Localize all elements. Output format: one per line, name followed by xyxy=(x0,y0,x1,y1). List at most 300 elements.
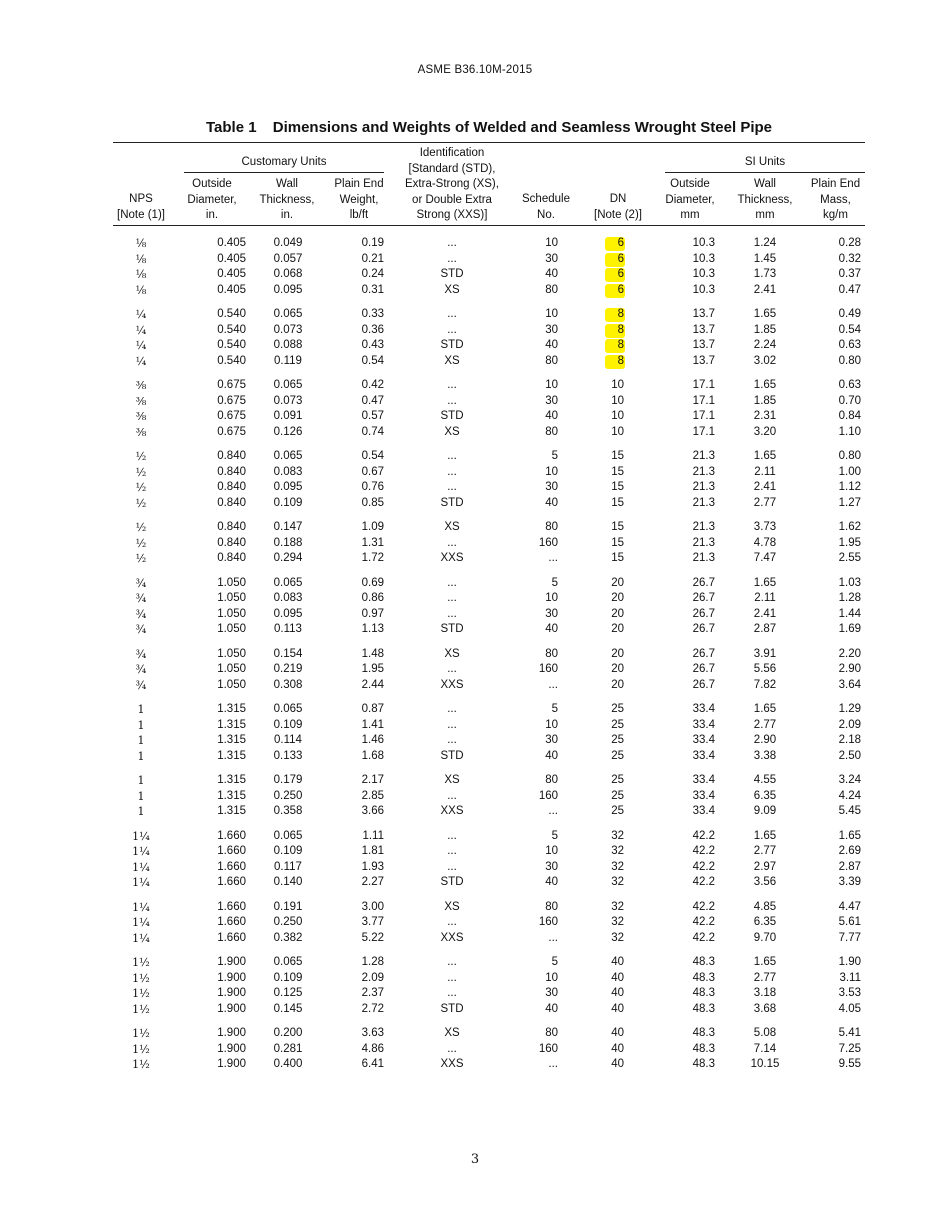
cell-outside-diameter-in: 0.840 xyxy=(217,536,246,549)
cell-wall-thickness-in: 0.065 xyxy=(273,308,303,320)
cell-wall-thickness-in: 0.191 xyxy=(273,900,303,913)
cell-wall-thickness-mm: 1.24 xyxy=(753,237,777,249)
cell-nps: 1¼ xyxy=(132,829,150,843)
cell-identification: ... xyxy=(447,379,457,391)
cell-plain-end-weight: 0.42 xyxy=(361,379,384,391)
cell-dn: 20 xyxy=(611,678,624,691)
cell-plain-end-weight: 3.63 xyxy=(361,1027,384,1039)
cell-wall-thickness-mm: 2.41 xyxy=(753,607,777,620)
cell-schedule: 40 xyxy=(545,876,558,888)
table-row xyxy=(0,536,950,552)
cell-plain-end-mass: 1.10 xyxy=(838,425,861,438)
cell-nps: ½ xyxy=(135,481,147,494)
cell-outside-diameter-in: 0.405 xyxy=(217,268,246,280)
cell-nps: ⅛ xyxy=(135,252,147,266)
cell-dn: 8 xyxy=(617,323,624,336)
cell-plain-end-mass: 1.00 xyxy=(838,465,861,478)
cell-outside-diameter-in: 1.660 xyxy=(217,900,246,913)
cell-outside-diameter-in: 0.840 xyxy=(217,465,246,478)
cell-plain-end-weight: 1.68 xyxy=(361,749,384,762)
cell-outside-diameter-mm: 26.7 xyxy=(692,623,715,635)
cell-wall-thickness-mm: 4.55 xyxy=(753,774,777,786)
cell-wall-thickness-in: 0.382 xyxy=(273,931,303,944)
cell-outside-diameter-mm: 33.4 xyxy=(692,734,715,746)
cell-plain-end-weight: 0.36 xyxy=(361,323,384,336)
cell-nps: ¾ xyxy=(135,663,147,676)
cell-dn: 8 xyxy=(617,354,624,367)
cell-nps: ¼ xyxy=(135,339,147,352)
cell-wall-thickness-in: 0.125 xyxy=(273,987,303,999)
cell-wall-thickness-mm: 1.65 xyxy=(753,956,777,968)
cell-schedule: 80 xyxy=(545,1027,558,1039)
cell-outside-diameter-in: 0.540 xyxy=(217,323,246,336)
cell-outside-diameter-mm: 26.7 xyxy=(692,592,715,604)
cell-outside-diameter-mm: 26.7 xyxy=(692,663,715,675)
cell-plain-end-weight: 0.67 xyxy=(361,465,384,478)
cell-schedule: ... xyxy=(548,678,558,691)
cell-schedule: ... xyxy=(548,805,558,817)
cell-dn: 40 xyxy=(611,987,624,999)
cell-outside-diameter-in: 1.315 xyxy=(217,789,246,802)
row-group xyxy=(0,702,950,764)
cell-outside-diameter-in: 1.050 xyxy=(217,576,246,589)
cell-plain-end-weight: 0.43 xyxy=(361,339,384,351)
cell-dn: 25 xyxy=(611,718,624,731)
cell-outside-diameter-in: 1.050 xyxy=(217,623,246,635)
cell-outside-diameter-in: 1.315 xyxy=(217,718,246,731)
cell-plain-end-mass: 2.90 xyxy=(838,663,861,675)
table-row xyxy=(0,1026,950,1042)
cell-nps: ¼ xyxy=(135,308,147,321)
cell-identification: XXS xyxy=(440,805,464,817)
cell-outside-diameter-mm: 42.2 xyxy=(692,829,715,842)
table-row xyxy=(0,1002,950,1018)
cell-plain-end-mass: 0.63 xyxy=(838,379,861,391)
cell-outside-diameter-in: 0.840 xyxy=(217,450,246,462)
cell-outside-diameter-mm: 48.3 xyxy=(692,1002,715,1015)
cell-dn: 10 xyxy=(611,425,624,438)
cell-plain-end-weight: 0.76 xyxy=(361,481,384,493)
cell-wall-thickness-mm: 2.97 xyxy=(753,860,777,873)
cell-identification: ... xyxy=(447,394,457,407)
header-bottom-rule xyxy=(113,225,865,226)
cell-wall-thickness-in: 0.073 xyxy=(273,323,303,336)
cell-wall-thickness-in: 0.083 xyxy=(273,465,303,478)
table-row xyxy=(0,480,950,496)
cell-nps: ⅜ xyxy=(135,425,147,439)
cell-wall-thickness-mm: 3.20 xyxy=(753,425,777,438)
cell-identification: ... xyxy=(447,789,457,802)
cell-schedule: 160 xyxy=(538,789,558,802)
cell-outside-diameter-mm: 26.7 xyxy=(692,576,715,589)
cell-identification: ... xyxy=(447,829,457,842)
cell-identification: STD xyxy=(440,749,464,762)
cell-schedule: 30 xyxy=(545,394,558,407)
cell-outside-diameter-in: 1.315 xyxy=(217,703,246,715)
cell-wall-thickness-in: 0.113 xyxy=(274,623,302,635)
cell-plain-end-mass: 3.24 xyxy=(838,774,861,786)
table-title-text: Dimensions and Weights of Welded and Seamless Wrought Steel Pipe xyxy=(272,119,772,136)
cell-dn: 32 xyxy=(611,876,624,888)
cell-wall-thickness-in: 0.250 xyxy=(273,789,303,802)
cell-outside-diameter-in: 0.405 xyxy=(217,237,246,249)
table-row xyxy=(0,971,950,987)
cell-plain-end-weight: 0.24 xyxy=(361,268,384,280)
cell-outside-diameter-in: 1.900 xyxy=(217,1027,246,1039)
cell-plain-end-mass: 1.90 xyxy=(838,956,861,968)
cell-schedule: 160 xyxy=(538,536,558,549)
cell-wall-thickness-mm: 1.65 xyxy=(753,308,777,320)
cell-wall-thickness-mm: 2.77 xyxy=(753,971,777,984)
cell-schedule: 40 xyxy=(545,339,558,351)
cell-outside-diameter-mm: 48.3 xyxy=(692,956,715,968)
cell-schedule: ... xyxy=(548,552,558,564)
cell-dn: 15 xyxy=(611,521,624,533)
cell-plain-end-mass: 0.47 xyxy=(838,283,861,296)
cell-outside-diameter-in: 0.675 xyxy=(217,379,246,391)
cell-identification: ... xyxy=(447,956,457,968)
cell-schedule: 5 xyxy=(551,829,558,842)
cell-nps: ½ xyxy=(135,552,147,565)
cell-wall-thickness-mm: 2.77 xyxy=(753,496,777,509)
cell-plain-end-weight: 3.00 xyxy=(361,900,384,913)
cell-plain-end-weight: 6.41 xyxy=(361,1058,384,1070)
cell-plain-end-weight: 0.85 xyxy=(361,496,384,509)
cell-schedule: 40 xyxy=(545,623,558,635)
cell-plain-end-mass: 1.44 xyxy=(838,607,861,620)
cell-identification: ... xyxy=(447,252,457,265)
cell-outside-diameter-in: 1.050 xyxy=(217,592,246,604)
cell-wall-thickness-in: 0.091 xyxy=(273,410,303,422)
cell-wall-thickness-mm: 2.77 xyxy=(753,845,777,857)
table-row xyxy=(0,900,950,916)
cell-schedule: ... xyxy=(548,1058,558,1070)
cell-plain-end-mass: 0.70 xyxy=(838,394,861,407)
cell-plain-end-mass: 3.39 xyxy=(838,876,861,888)
col-header-outside-diameter-in: Outside Diameter, in. xyxy=(187,178,237,221)
cell-plain-end-weight: 0.54 xyxy=(361,450,384,462)
cell-wall-thickness-in: 0.095 xyxy=(273,481,303,493)
cell-identification: ... xyxy=(447,916,457,928)
table-top-rule xyxy=(113,142,865,143)
cell-dn: 15 xyxy=(611,450,624,462)
cell-plain-end-mass: 1.69 xyxy=(838,623,861,635)
cell-wall-thickness-in: 0.109 xyxy=(273,718,303,731)
cell-plain-end-mass: 3.64 xyxy=(838,678,861,691)
cell-dn: 32 xyxy=(611,900,624,913)
cell-outside-diameter-mm: 26.7 xyxy=(692,678,715,691)
cell-schedule: 160 xyxy=(538,1042,558,1055)
col-header-wall-thickness-mm: Wall Thickness, mm xyxy=(737,178,793,221)
cell-plain-end-mass: 1.62 xyxy=(838,521,861,533)
row-group xyxy=(0,955,950,1017)
table-row xyxy=(0,1042,950,1058)
cell-wall-thickness-mm: 7.14 xyxy=(753,1042,777,1055)
table-row xyxy=(0,749,950,765)
cell-plain-end-weight: 1.72 xyxy=(361,552,384,564)
cell-plain-end-mass: 0.80 xyxy=(838,450,861,462)
cell-wall-thickness-in: 0.109 xyxy=(273,971,303,984)
cell-outside-diameter-in: 0.675 xyxy=(217,394,246,407)
cell-plain-end-weight: 1.41 xyxy=(361,718,384,731)
cell-schedule: 40 xyxy=(545,1002,558,1015)
cell-plain-end-mass: 7.77 xyxy=(838,931,861,944)
cell-wall-thickness-mm: 1.65 xyxy=(753,450,777,462)
cell-plain-end-mass: 5.61 xyxy=(838,916,861,928)
cell-wall-thickness-in: 0.145 xyxy=(273,1002,303,1015)
table-row xyxy=(0,283,950,299)
table-row xyxy=(0,267,950,283)
cell-wall-thickness-mm: 1.73 xyxy=(753,268,777,280)
cell-identification: ... xyxy=(447,703,457,715)
cell-plain-end-mass: 2.20 xyxy=(838,647,861,660)
cell-dn: 15 xyxy=(611,552,624,564)
cell-outside-diameter-in: 0.540 xyxy=(217,339,246,351)
table-row xyxy=(0,662,950,678)
cell-dn: 25 xyxy=(611,774,624,786)
cell-identification: ... xyxy=(447,592,457,604)
cell-wall-thickness-in: 0.065 xyxy=(273,829,303,842)
cell-wall-thickness-in: 0.219 xyxy=(273,663,303,675)
cell-plain-end-weight: 0.19 xyxy=(361,237,384,249)
cell-plain-end-weight: 1.09 xyxy=(361,521,384,533)
cell-plain-end-weight: 1.31 xyxy=(361,536,384,549)
cell-plain-end-weight: 2.09 xyxy=(361,971,384,984)
cell-schedule: 10 xyxy=(545,465,558,478)
table-row xyxy=(0,323,950,339)
table-row xyxy=(0,1057,950,1073)
table-row xyxy=(0,915,950,931)
cell-outside-diameter-in: 1.900 xyxy=(217,971,246,984)
cell-outside-diameter-mm: 33.4 xyxy=(692,703,715,715)
cell-wall-thickness-mm: 10.15 xyxy=(750,1058,780,1070)
cell-outside-diameter-mm: 13.7 xyxy=(692,339,715,351)
cell-wall-thickness-mm: 2.87 xyxy=(753,623,777,635)
cell-wall-thickness-in: 0.065 xyxy=(273,576,303,589)
cell-wall-thickness-mm: 9.09 xyxy=(753,805,777,817)
cell-identification: ... xyxy=(447,718,457,731)
cell-outside-diameter-mm: 10.3 xyxy=(692,283,715,296)
cell-wall-thickness-mm: 1.65 xyxy=(753,703,777,715)
cell-outside-diameter-in: 1.050 xyxy=(217,607,246,620)
cell-wall-thickness-in: 0.065 xyxy=(273,956,303,968)
cell-nps: ¾ xyxy=(135,576,147,590)
cell-nps: ⅛ xyxy=(135,237,147,250)
col-header-plain-end-mass: Plain End Mass, kg/m xyxy=(810,178,861,221)
cell-dn: 32 xyxy=(611,845,624,857)
cell-outside-diameter-in: 0.840 xyxy=(217,481,246,493)
cell-wall-thickness-mm: 2.41 xyxy=(753,481,777,493)
cell-dn: 32 xyxy=(611,916,624,928)
cell-nps: 1½ xyxy=(132,987,150,1000)
table-row xyxy=(0,804,950,820)
cell-outside-diameter-in: 1.900 xyxy=(217,987,246,999)
cell-identification: XS xyxy=(444,900,460,913)
table-row xyxy=(0,647,950,663)
cell-outside-diameter-mm: 13.7 xyxy=(692,308,715,320)
cell-nps: ¾ xyxy=(135,678,147,692)
cell-schedule: 10 xyxy=(545,379,558,391)
cell-plain-end-weight: 2.27 xyxy=(361,876,384,888)
cell-outside-diameter-mm: 42.2 xyxy=(692,860,715,873)
cell-plain-end-weight: 0.87 xyxy=(361,703,384,715)
cell-plain-end-mass: 1.12 xyxy=(838,481,861,493)
cell-plain-end-mass: 1.27 xyxy=(838,496,861,509)
cell-wall-thickness-mm: 3.02 xyxy=(753,354,777,367)
cell-schedule: 80 xyxy=(545,900,558,913)
cell-dn: 20 xyxy=(611,647,624,660)
cell-identification: XS xyxy=(444,283,460,296)
cell-outside-diameter-mm: 10.3 xyxy=(692,268,715,280)
table-row xyxy=(0,955,950,971)
cell-outside-diameter-in: 1.660 xyxy=(217,876,246,888)
cell-dn: 25 xyxy=(611,805,624,817)
cell-dn: 25 xyxy=(611,703,624,715)
col-header-identification: Identification [Standard (STD), Extra-Strong (XS), or Double Extra Strong (XXS)] xyxy=(405,147,499,221)
cell-nps: ⅜ xyxy=(135,394,147,408)
cell-identification: ... xyxy=(447,845,457,857)
cell-wall-thickness-mm: 5.56 xyxy=(753,663,777,675)
cell-wall-thickness-mm: 3.38 xyxy=(753,749,777,762)
cell-nps: ½ xyxy=(135,450,147,463)
cell-identification: ... xyxy=(447,576,457,589)
cell-outside-diameter-in: 1.050 xyxy=(217,678,246,691)
cell-plain-end-mass: 4.47 xyxy=(838,900,861,913)
cell-schedule: 80 xyxy=(545,647,558,660)
row-group xyxy=(0,773,950,820)
cell-plain-end-weight: 2.85 xyxy=(361,789,384,802)
cell-dn: 15 xyxy=(611,481,624,493)
cell-wall-thickness-in: 0.200 xyxy=(273,1027,303,1039)
cell-nps: 1½ xyxy=(132,1027,150,1040)
cell-identification: STD xyxy=(440,496,464,509)
cell-identification: XS xyxy=(444,425,460,438)
cell-dn: 15 xyxy=(611,496,624,509)
cell-outside-diameter-mm: 21.3 xyxy=(692,481,715,493)
cell-plain-end-weight: 1.13 xyxy=(361,623,384,635)
cell-identification: ... xyxy=(447,860,457,873)
cell-identification: STD xyxy=(440,623,464,635)
table-row xyxy=(0,931,950,947)
cell-nps: ¾ xyxy=(135,623,147,636)
page-number: 3 xyxy=(470,1152,480,1167)
cell-outside-diameter-in: 0.675 xyxy=(217,425,246,438)
cell-outside-diameter-in: 1.315 xyxy=(217,774,246,786)
cell-identification: ... xyxy=(447,308,457,320)
cell-nps: 1¼ xyxy=(132,931,150,945)
cell-outside-diameter-mm: 42.2 xyxy=(692,900,715,913)
cell-dn: 40 xyxy=(611,1058,624,1070)
cell-wall-thickness-mm: 1.65 xyxy=(753,829,777,842)
cell-outside-diameter-mm: 21.3 xyxy=(692,536,715,549)
table-row xyxy=(0,520,950,536)
cell-dn: 40 xyxy=(611,1042,624,1055)
cell-nps: ⅜ xyxy=(135,410,147,423)
table-row xyxy=(0,409,950,425)
cell-dn: 8 xyxy=(617,339,624,351)
cell-dn: 40 xyxy=(611,971,624,984)
cell-wall-thickness-mm: 4.85 xyxy=(753,900,777,913)
cell-plain-end-weight: 1.48 xyxy=(361,647,384,660)
cell-wall-thickness-mm: 3.68 xyxy=(753,1002,777,1015)
row-group xyxy=(0,236,950,298)
cell-schedule: 30 xyxy=(545,860,558,873)
cell-dn: 6 xyxy=(617,252,624,265)
cell-nps: ½ xyxy=(135,536,147,550)
cell-plain-end-mass: 3.11 xyxy=(839,971,861,984)
cell-schedule: 160 xyxy=(538,663,558,675)
cell-identification: ... xyxy=(447,481,457,493)
cell-wall-thickness-mm: 1.65 xyxy=(753,576,777,589)
cell-nps: 1¼ xyxy=(132,900,150,914)
cell-identification: STD xyxy=(440,1002,464,1015)
cell-plain-end-mass: 0.80 xyxy=(838,354,861,367)
cell-plain-end-weight: 4.86 xyxy=(361,1042,384,1055)
cell-plain-end-weight: 5.22 xyxy=(361,931,384,944)
cell-outside-diameter-in: 1.900 xyxy=(217,1058,246,1070)
cell-outside-diameter-in: 1.660 xyxy=(217,931,246,944)
cell-wall-thickness-in: 0.133 xyxy=(273,749,303,762)
cell-wall-thickness-in: 0.095 xyxy=(273,283,303,296)
cell-plain-end-mass: 0.49 xyxy=(838,308,861,320)
customary-units-rule xyxy=(184,172,384,173)
cell-outside-diameter-mm: 42.2 xyxy=(692,876,715,888)
cell-outside-diameter-mm: 42.2 xyxy=(692,845,715,857)
cell-outside-diameter-mm: 42.2 xyxy=(692,916,715,928)
si-units-rule xyxy=(665,172,865,173)
table-row xyxy=(0,496,950,512)
cell-schedule: 30 xyxy=(545,252,558,265)
cell-wall-thickness-mm: 4.78 xyxy=(753,536,777,549)
cell-wall-thickness-in: 0.400 xyxy=(273,1058,303,1070)
cell-identification: ... xyxy=(447,323,457,336)
table-row xyxy=(0,733,950,749)
cell-schedule: 10 xyxy=(545,592,558,604)
cell-plain-end-mass: 1.03 xyxy=(838,576,861,589)
cell-identification: XS xyxy=(444,521,460,533)
cell-schedule: 40 xyxy=(545,410,558,422)
table-row xyxy=(0,875,950,891)
cell-outside-diameter-mm: 48.3 xyxy=(692,1042,715,1055)
cell-dn: 40 xyxy=(611,1002,624,1015)
cell-wall-thickness-mm: 3.18 xyxy=(753,987,777,999)
table-row xyxy=(0,860,950,876)
table-row xyxy=(0,354,950,370)
cell-nps: 1½ xyxy=(132,956,150,969)
cell-dn: 15 xyxy=(611,536,624,549)
cell-outside-diameter-mm: 48.3 xyxy=(692,1058,715,1070)
cell-outside-diameter-in: 1.315 xyxy=(217,805,246,817)
cell-schedule: 80 xyxy=(545,774,558,786)
cell-nps: ¾ xyxy=(135,592,147,605)
cell-dn: 6 xyxy=(617,283,624,296)
cell-schedule: 10 xyxy=(545,308,558,320)
cell-identification: XXS xyxy=(440,678,464,691)
cell-plain-end-weight: 2.72 xyxy=(361,1002,384,1015)
cell-wall-thickness-in: 0.119 xyxy=(274,354,302,367)
cell-identification: ... xyxy=(447,734,457,746)
cell-schedule: 80 xyxy=(545,425,558,438)
cell-wall-thickness-in: 0.147 xyxy=(273,521,303,533)
cell-outside-diameter-in: 0.540 xyxy=(217,308,246,320)
cell-wall-thickness-mm: 2.31 xyxy=(753,410,777,422)
cell-identification: ... xyxy=(447,971,457,984)
cell-nps: 1 xyxy=(137,749,145,763)
cell-outside-diameter-in: 0.840 xyxy=(217,496,246,509)
cell-outside-diameter-mm: 26.7 xyxy=(692,647,715,660)
cell-outside-diameter-mm: 48.3 xyxy=(692,987,715,999)
cell-wall-thickness-mm: 6.35 xyxy=(753,916,777,928)
